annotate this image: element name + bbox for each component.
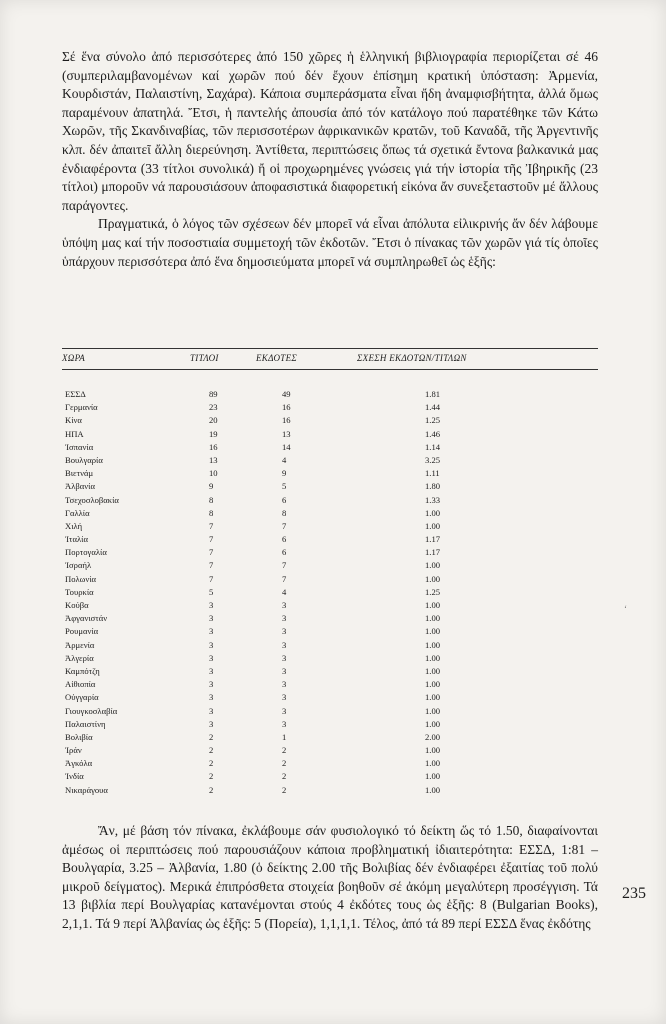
cell-ratio: 1.00 [425,665,441,676]
cell-ratio: 1.00 [425,613,441,624]
paragraph-3: Ἄν, μέ βάση τόν πίνακα, ἐκλάβουμε σάν φυσιολογικό τό δείκτη ὥς τό 1.50, διαφαίνονται ἀμέσως οἱ περιπτώσεις πού παρουσιάζουν κάποια προβληματική ἰδιαιτερότητα: ΕΣΣΔ, 1:81 – Βουλγαρία, 3.25 – Ἀλβανία, 1.80 (ὁ δείκτης 2.00 τῆς Βολιβίας δέν ἐνδιαφέρει ἐξαιτίας τοῦ πολύ μικροῦ δείγματος). Μερικά ἐπιπρόσθετα στοιχεία βοηθοῦν σέ ἀκόμη μεγαλύτερη προσέγγιση. Τά 13 βιβλία περί Βουλγαρίας κατανέμονται στούς 4 ἐκδότες τους ὡς ἑξῆς: 8 (Bulgarian Books), 2,1,1. Τά 9 περί Ἀλβανίας ὡς ἑξῆς: 5 (Πορεία), 1,1,1,1. Τέλος, ἀπό τά 89 περί ΕΣΣΔ ἕνας ἐκδότης [62,823,598,931]
cell-ratio: 2.00 [425,731,441,742]
cell-ratio: 1.00 [425,705,441,716]
paragraph-1: Σέ ἕνα σύνολο ἀπό περισσότερες ἀπό 150 χῶρες ἡ ἑλληνική βιβλιογραφία περιορίζεται σέ 46 (συμπεριλαμβανομένων καί χωρῶν πού δέν ἔχουν ἐπίσημη κρατική ὑπόσταση: Ἀρμενία, Κουρδιστάν, Παλαιστίνη, Σαχάρα). Κάποια συμπεράσματα εἶναι ἤδη ἀναμφισβήτητα, ἀλλά ὅμως παραμένουν ἀπατηλά. Ἔτσι, ἡ παντελής ἀπουσία ἀπό τόν κατάλογο πού παρατέθηκε τῶν Κάτω Χωρῶν, τῆς Σκανδιναβίας, τῶν περισσοτέρων ἀφρικανικῶν κρατῶν, τοῦ Καναδᾶ, τῆς Ἀργεντινῆς κλπ. δέν ἀπαιτεῖ ἄλλη διερεύνηση. Ἀντίθετα, περιπτώσεις ὅπως τά σχετικά ἔντονα βαλκανικά μας ἐνδιαφέροντα (33 τίτλοι συνολικά) ἤ οἱ προχωρημένες γνώσεις γιά τήν ἱστορία τῆς Ἰβηρικῆς (23 τίτλοι) μποροῦν νά παρουσιάσουν ἀποφασιστικά διαφορετική εἰκόνα ἄν συνεξεταστοῦν μέ ἄλλους παράγοντες. [62,49,598,213]
cell-titles: 8 [209,494,214,505]
body-text-bottom [62,822,598,934]
table-row [62,625,598,638]
cell-titles: 3 [209,692,214,703]
table-row [62,520,598,533]
cell-ratio: 1.81 [425,389,441,399]
cell-publishers: 3 [282,639,287,650]
table-row [62,599,598,612]
cell-country: ΗΠΑ [65,428,84,439]
header-titles: ΤΙΤΛΟΙ [190,353,219,363]
cell-country: Ἰσπανία [65,441,94,452]
table-row [62,586,598,599]
cell-country: Ἰσραήλ [65,560,92,571]
cell-ratio: 1.33 [425,494,441,505]
cell-country: Ἰταλία [65,534,88,545]
cell-country: Βιετνάμ [65,468,94,479]
cell-publishers: 6 [282,494,287,505]
cell-country: Καμπότζη [65,665,100,676]
cell-titles: 19 [209,428,218,439]
cell-titles: 3 [209,613,214,624]
table-row [62,731,598,744]
cell-ratio: 1.17 [425,534,441,545]
cell-titles: 3 [209,665,214,676]
table-top-rule [62,348,598,349]
table-row [62,639,598,652]
cell-titles: 7 [209,560,214,571]
cell-ratio: 1.46 [425,428,441,439]
table-row [62,691,598,704]
table-row [62,507,598,520]
cell-publishers: 2 [282,771,287,782]
cell-publishers: 6 [282,547,287,558]
cell-publishers: 3 [282,718,287,729]
cell-ratio: 3.25 [425,454,441,465]
header-country: ΧΩΡΑ [62,353,86,363]
cell-country: Κούβα [65,600,89,610]
table-row [62,784,598,797]
cell-ratio: 1.25 [425,586,441,597]
margin-mark: ‘ [624,604,627,614]
cell-titles: 89 [209,389,218,399]
cell-ratio: 1.00 [425,758,441,769]
cell-country: Γαλλία [65,507,90,518]
table-row [62,770,598,783]
cell-ratio: 1.00 [425,784,441,795]
cell-ratio: 1.00 [425,626,441,637]
cell-publishers: 3 [282,652,287,663]
cell-ratio: 1.25 [425,415,441,426]
cell-titles: 7 [209,573,214,584]
cell-ratio: 1.00 [425,718,441,729]
cell-titles: 23 [209,402,218,413]
cell-publishers: 8 [282,507,287,518]
table-body [62,388,598,797]
cell-country: Τσεχοσλοβακία [65,494,119,505]
cell-titles: 3 [209,626,214,637]
cell-publishers: 16 [282,402,291,413]
cell-titles: 9 [209,481,214,492]
table-row [62,678,598,691]
cell-ratio: 1.14 [425,441,441,452]
cell-ratio: 1.00 [425,573,441,584]
cell-titles: 7 [209,520,214,531]
cell-publishers: 49 [282,389,291,399]
cell-country: Οὐγγαρία [65,692,99,703]
cell-titles: 5 [209,586,214,597]
cell-publishers: 5 [282,481,287,492]
cell-publishers: 14 [282,441,291,452]
table-row [62,467,598,480]
cell-country: Ἀλγερία [65,652,94,663]
cell-country: Τουρκία [65,586,94,597]
cell-country: Ρουμανία [65,626,99,637]
cell-publishers: 7 [282,573,287,584]
cell-titles: 3 [209,639,214,650]
table-row [62,480,598,493]
cell-titles: 3 [209,718,214,729]
cell-country: Ἀφγανιστάν [65,613,108,624]
cell-publishers: 3 [282,692,287,703]
cell-ratio: 1.17 [425,547,441,558]
table-row [62,573,598,586]
body-text-top [62,48,598,271]
table-row [62,718,598,731]
cell-publishers: 3 [282,705,287,716]
cell-country: Γιουγκοσλαβία [65,705,118,716]
cell-titles: 7 [209,534,214,545]
table-row [62,388,598,401]
table-row [62,414,598,427]
cell-publishers: 13 [282,428,291,439]
cell-publishers: 16 [282,415,291,426]
cell-titles: 2 [209,731,214,742]
cell-ratio: 1.00 [425,771,441,782]
cell-country: Ἀλβανία [65,481,95,492]
header-ratio: ΣΧΕΣΗ ΕΚΔΟΤΩΝ/ΤΙΤΛΩΝ [357,353,467,363]
table-row [62,705,598,718]
cell-titles: 10 [209,468,218,479]
cell-titles: 20 [209,415,218,426]
paragraph-2: Πραγματικά, ὁ λόγος τῶν σχέσεων δέν μπορεῖ νά εἶναι ἀπόλυτα εἰλικρινής ἄν δέν λάβουμε ὑπόψη μας καί τήν ποσοστιαία συμμετοχή τῶν ἐκδοτῶν. Ἔτσι ὁ πίνακας τῶν χωρῶν γιά τίς ὁποῖες ὑπάρχουν περισσότερα ἀπό ἕνα δημοσιεύματα μπορεῖ νά συμπληρωθεῖ ὡς ἑξῆς: [62,216,598,269]
cell-ratio: 1.80 [425,481,441,492]
cell-titles: 3 [209,652,214,663]
cell-publishers: 2 [282,745,287,756]
cell-ratio: 1.00 [425,652,441,663]
cell-ratio: 1.44 [425,402,441,413]
cell-ratio: 1.00 [425,507,441,518]
cell-titles: 3 [209,705,214,716]
cell-country: Αἰθιοπία [65,679,96,690]
cell-titles: 2 [209,784,214,795]
cell-publishers: 1 [282,731,287,742]
table-row [62,665,598,678]
table-row [62,559,598,572]
table-header-rule [62,369,598,370]
cell-country: Ἰνδία [65,771,84,782]
cell-country: Ἀγκόλα [65,758,93,769]
table-row [62,454,598,467]
cell-country: ΕΣΣΔ [65,389,86,399]
table-row [62,546,598,559]
cell-country: Κίνα [65,415,82,426]
cell-publishers: 3 [282,665,287,676]
cell-ratio: 1.00 [425,679,441,690]
cell-titles: 13 [209,454,218,465]
cell-titles: 8 [209,507,214,518]
page-number: 235 [622,885,646,902]
cell-country: Πορτογαλία [65,547,107,558]
cell-publishers: 6 [282,534,287,545]
cell-titles: 2 [209,745,214,756]
cell-publishers: 3 [282,626,287,637]
table-row [62,744,598,757]
cell-publishers: 4 [282,586,287,597]
cell-country: Ἰράν [65,745,82,756]
cell-publishers: 9 [282,468,287,479]
cell-publishers: 7 [282,520,287,531]
cell-publishers: 2 [282,784,287,795]
cell-country: Πολωνία [65,573,97,584]
cell-titles: 16 [209,441,218,452]
table-row [62,441,598,454]
cell-publishers: 4 [282,454,287,465]
cell-publishers: 3 [282,679,287,690]
table-row [62,401,598,414]
cell-publishers: 3 [282,613,287,624]
cell-ratio: 1.00 [425,520,441,531]
cell-titles: 3 [209,679,214,690]
cell-titles: 3 [209,600,214,610]
cell-country: Παλαιστίνη [65,718,106,729]
cell-ratio: 1.11 [425,468,440,479]
table-row [62,612,598,625]
table-row [62,428,598,441]
cell-country: Γερμανία [65,402,98,413]
cell-publishers: 7 [282,560,287,571]
cell-ratio: 1.00 [425,600,441,610]
cell-ratio: 1.00 [425,560,441,571]
cell-ratio: 1.00 [425,692,441,703]
cell-ratio: 1.00 [425,745,441,756]
cell-country: Χιλή [65,520,83,531]
cell-publishers: 3 [282,600,287,610]
header-publishers: ΕΚΔΟΤΕΣ [256,353,298,363]
cell-titles: 7 [209,547,214,558]
table-row [62,652,598,665]
cell-country: Βολιβία [65,731,93,742]
cell-titles: 2 [209,758,214,769]
cell-country: Ἀρμενία [65,639,95,650]
cell-titles: 2 [209,771,214,782]
table-row [62,533,598,546]
countries-table [62,348,598,797]
table-header-row [62,353,598,369]
table-row [62,494,598,507]
table-row [62,757,598,770]
cell-ratio: 1.00 [425,639,441,650]
cell-publishers: 2 [282,758,287,769]
cell-country: Βουλγαρία [65,454,103,465]
cell-country: Νικαράγουα [65,784,108,795]
